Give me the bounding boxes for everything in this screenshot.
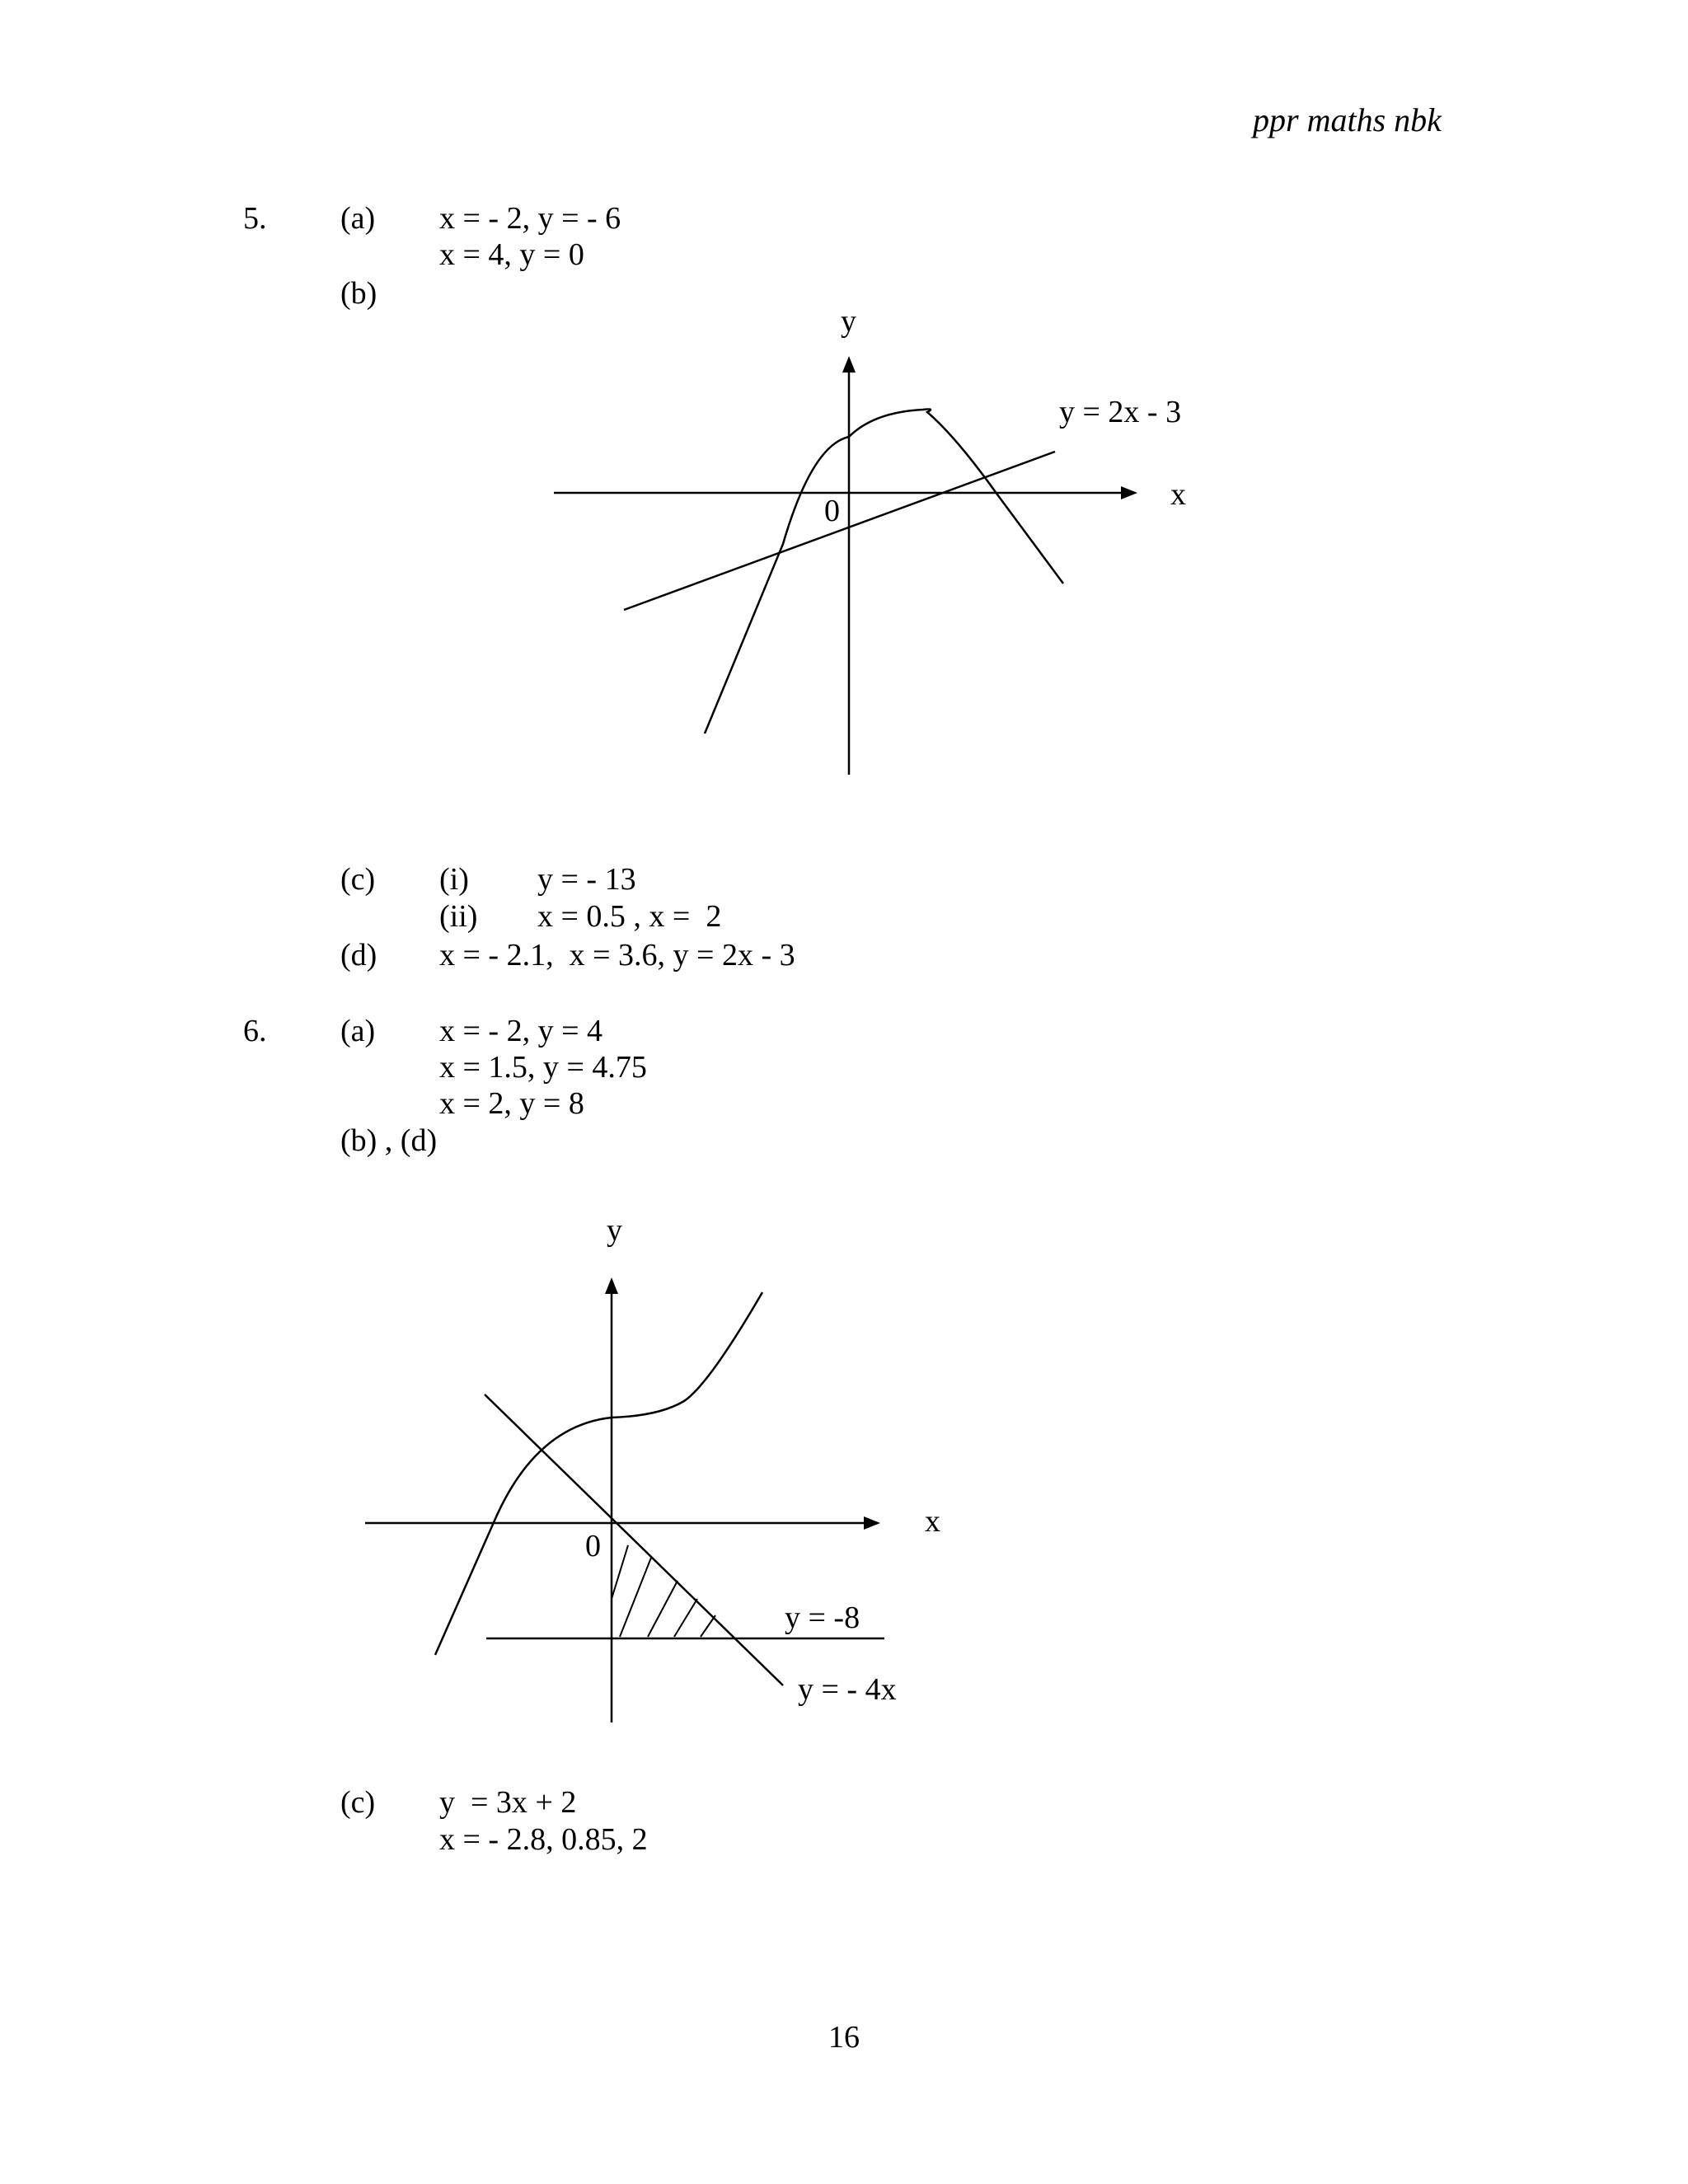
question-5-number: 5. bbox=[243, 201, 267, 236]
q6-c-line-2: x = - 2.8, 0.85, 2 bbox=[439, 1822, 648, 1857]
q6-bd-label: (b) , (d) bbox=[340, 1123, 438, 1158]
q6-dline-label: y = - 4x bbox=[798, 1672, 897, 1707]
q6-a-line-1: x = - 2, y = 4 bbox=[439, 1014, 603, 1048]
q6-c-line-1: y = 3x + 2 bbox=[439, 1785, 577, 1820]
q5-c-ii-label: (ii) bbox=[439, 899, 478, 934]
q5-y-label: y bbox=[841, 304, 856, 339]
q5-line-label: y = 2x - 3 bbox=[1059, 395, 1182, 429]
q5-c-i-label: (i) bbox=[439, 862, 469, 897]
q5-c-label: (c) bbox=[340, 862, 376, 897]
q5-d-label: (d) bbox=[340, 938, 377, 972]
q5-c-ii-text: x = 0.5 , x = 2 bbox=[537, 899, 722, 934]
q6-line-y-minus-4x bbox=[485, 1394, 783, 1685]
q5-a-line-1: x = - 2, y = - 6 bbox=[439, 201, 621, 236]
q6-a-label: (a) bbox=[340, 1014, 376, 1048]
page-number: 16 bbox=[828, 2020, 860, 2055]
q6-x-arrow bbox=[864, 1516, 880, 1530]
q6-a-line-2: x = 1.5, y = 4.75 bbox=[439, 1050, 647, 1085]
q6-curve bbox=[435, 1292, 762, 1655]
q5-a-label: (a) bbox=[340, 201, 376, 236]
q5-x-label: x bbox=[1170, 477, 1186, 512]
q6-y-arrow bbox=[605, 1277, 618, 1294]
question-6-number: 6. bbox=[243, 1014, 267, 1048]
q6-x-label: x bbox=[925, 1504, 940, 1539]
q5-b-label: (b) bbox=[340, 276, 377, 311]
q6-y-label: y bbox=[607, 1213, 622, 1248]
q5-a-line-2: x = 4, y = 0 bbox=[439, 237, 584, 272]
q5-d-text: x = - 2.1, x = 3.6, y = 2x - 3 bbox=[439, 938, 795, 972]
q5-c-i-text: y = - 13 bbox=[537, 862, 636, 897]
q6-shaded-region bbox=[612, 1545, 715, 1637]
q6-c-label: (c) bbox=[340, 1785, 376, 1820]
page-header: ppr maths nbk bbox=[1253, 101, 1442, 138]
q5-origin-label: 0 bbox=[824, 494, 840, 528]
q6-hline-label: y = -8 bbox=[785, 1601, 860, 1635]
q6-origin-label: 0 bbox=[585, 1529, 601, 1563]
q6-a-line-3: x = 2, y = 8 bbox=[439, 1086, 584, 1121]
